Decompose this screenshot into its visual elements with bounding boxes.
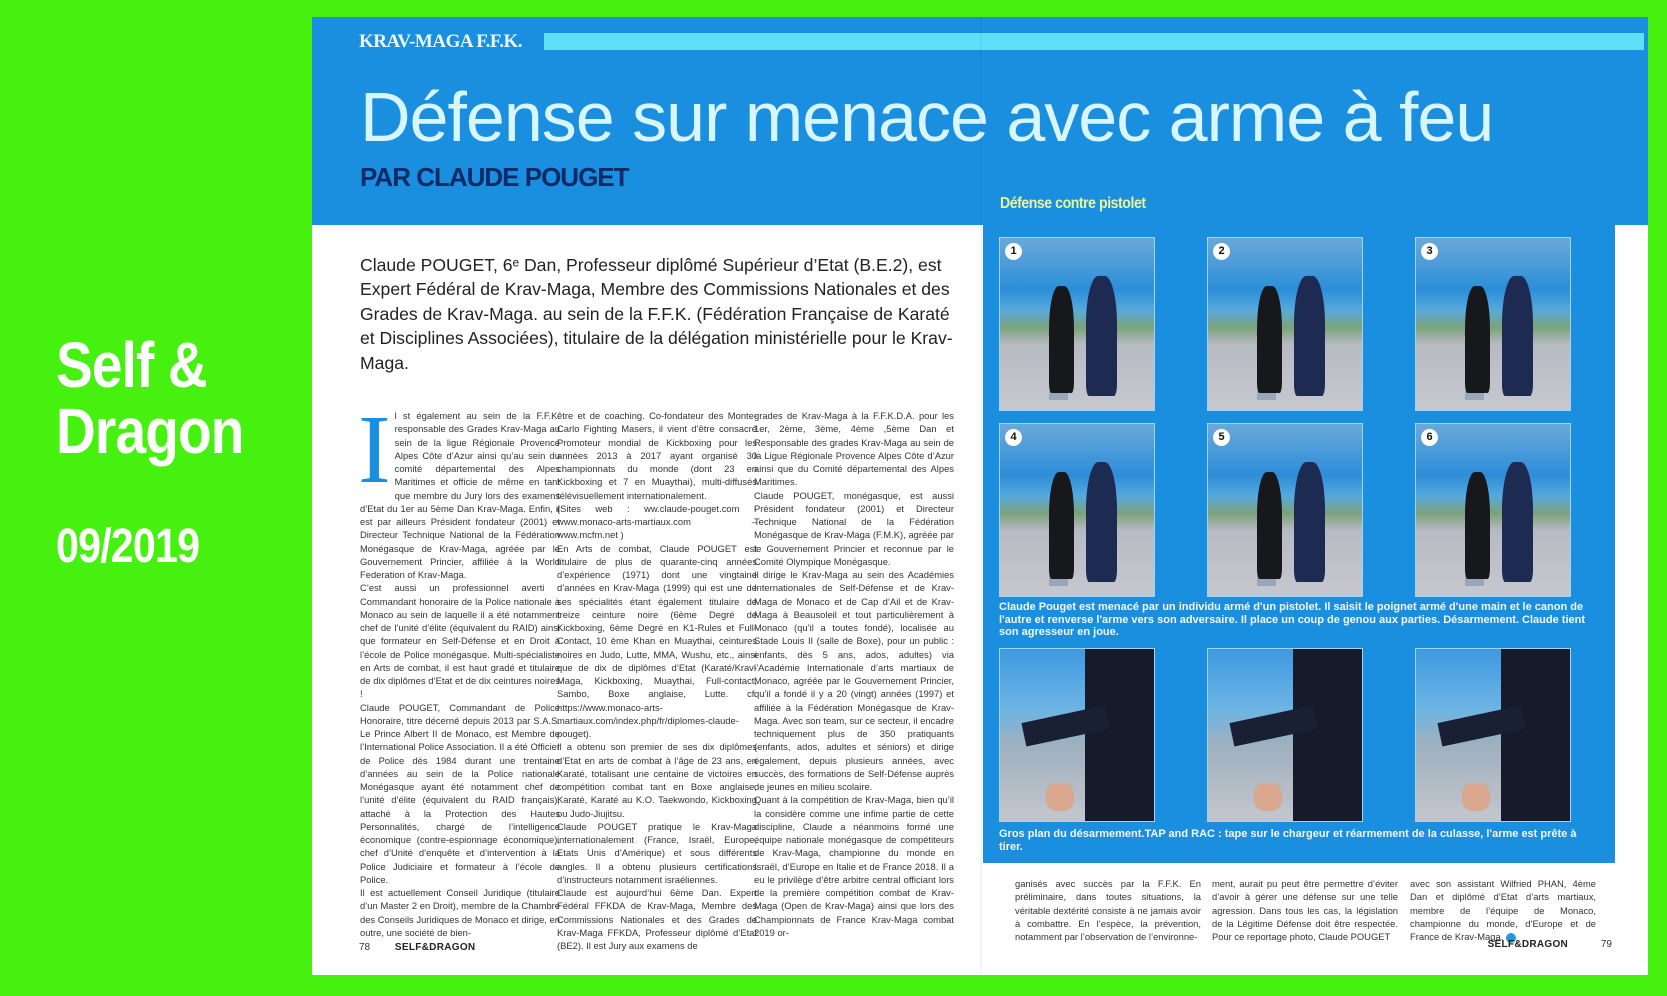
hand: [1462, 783, 1490, 811]
step-photo: [1207, 423, 1363, 597]
figure-defender: [1086, 462, 1117, 582]
closeup-photo: [999, 648, 1155, 822]
step-number-badge: 3: [1421, 243, 1438, 260]
step-photo: [1415, 237, 1571, 411]
closeup-photo: [1415, 648, 1571, 822]
magazine-name-line2: Dragon: [56, 395, 244, 467]
step-number-badge: 4: [1005, 429, 1022, 446]
suit-figure: [1293, 649, 1362, 821]
paragraph: être et de coaching. Co-fondateur des Monte-Carlo Fighting Masers, il vient d’être consacré Promoteur mondial de Kickboxing pour les années 2013 à 2017 ayant organisé 30 championnats du monde (dont 23 en Kickboxing et 7 en Muaythai), multi-diffusés télévisuellement internationalement.: [557, 410, 757, 501]
figure-defender: [1294, 276, 1325, 396]
suit-figure: [1501, 649, 1570, 821]
step-number-badge: 5: [1213, 429, 1230, 446]
drop-cap: I: [358, 396, 391, 504]
figure-aggressor: [1465, 472, 1490, 579]
figure-aggressor: [1049, 286, 1074, 393]
left-page-footer: [359, 942, 475, 953]
step-photo: [1415, 423, 1571, 597]
page-gutter: [980, 17, 982, 975]
article-byline: PAR CLAUDE POUGET: [360, 162, 629, 192]
text-column-1: [358, 396, 560, 939]
photo-panel: [983, 195, 1615, 863]
right-text-column-2: ment, aurait pu peut être permettre d’éviter d’avoir à gérer une défense sur une telle agression. Dans tous les cas, la législation de la Légitime Défense doit être respectée. Pour ce reportage photo, Claude POUGET: [1212, 878, 1398, 942]
photo-caption-sequence: Claude Pouget est menacé par un individu armé d'un pistolet. Il saisit le poignet armé d'une main et le canon de l'autre et renverse l'arme vers son adversaire. Il place un coup de genou aux parties. Désarmement. Claude tient son agresseur en joue.: [999, 601, 1586, 638]
right-page-footer: [1488, 939, 1612, 950]
paragraph: (Sites web : ww.claude-pouget.com - www.monaco-arts-martiaux.com – www.mcfm.net ): [557, 502, 757, 541]
footer-brand: SELF&DRAGON: [1487, 939, 1569, 950]
figure-defender: [1502, 462, 1533, 582]
text-column-3: [754, 409, 954, 939]
kicker-bar: [544, 33, 1644, 50]
paragraph: Il a obtenu son premier de ses dix diplômes d’Etat en arts de combat à l’âge de 23 ans, en Karaté, totalisant une centaine de victoires en compétition combat tant en Boxe anglaise, Karaté, Karaté au K.O. Taekwondo, Kickboxing ou Judo-Jiujitsu.: [557, 741, 757, 819]
step-number-badge: 1: [1005, 243, 1022, 260]
article-intro: Claude POUGET, 6ᵉ Dan, Professeur diplômé Supérieur d’Etat (B.E.2), est Expert Fédéral de Krav-Maga, Membre des Commissions Nationales et des Grades de Krav-Maga. au sein de la F.F.K. (Fédération Française de Karaté et Disciplines Associées), titulaire de la délégation ministérielle pour le Krav-Maga.: [360, 255, 953, 373]
step-photo: [999, 237, 1155, 411]
magazine-issue-label: [56, 329, 274, 573]
paragraph: Quant à la compétition de Krav-Maga, bien qu’il la considère comme une infime partie de cette discipline, Claude a néanmoins formé une équipe nationale monégasque de compétiteurs de Krav-Maga, championne du monde en Israël, d’Europe en Italie et de France 2018. Il a eu le privilège d’être arbitre central officiant lors de la première compétition combat de Krav-Maga (Open de Krav-Maga) ainsi que lors des Championnats de France Krav-Maga combat 2019 or-: [754, 794, 954, 938]
article-title: Défense sur menace avec arme à feu: [360, 78, 1494, 156]
text-column-2: [557, 409, 757, 952]
paragraph: Claude POUGET, Commandant de Police Honoraire, titre décerné depuis 2013 par S.A.S. Le Prince Albert II de Monaco, est Membre de l’International Police Association. Il a été Officier de Police dès 1984 durant une trentaine d’années au sein de la Police nationale Monégasque ayant été notamment chef de l’unité d’élite (équivalent du RAID français), attaché à la Protection des Hautes Personnalités, chargé de l’intelligence économique (contre-espionnage économique), chef d’Unité d’enquête et d’intervention à la Police Judiciaire et formateur à l’école de Police.: [360, 701, 560, 885]
photo-panel-heading: Défense contre pistolet: [1000, 195, 1146, 212]
figure-defender: [1086, 276, 1117, 396]
paragraph: Claude POUGET, monégasque, est aussi Président fondateur (2001) et Directeur Technique National de la Fédération Monégasque de Krav-Maga (F.M.K), agréée par le Gouvernement Princier et reconnue par le Comité Olympique Monégasque.: [754, 489, 954, 567]
paragraph: C’est aussi un professionnel averti : Commandant honoraire de la Police nationale à Monaco au sein de laquelle il a été notamment chef de l’unité d’élite (équivalent du RAID) ainsi que formateur en Self-Défense et en Droit à l’école de Police monégasque. Multi-spécialiste en Arts de combat, il est haut gradé et titulaire de dix diplômes d’Etat et de dix ceintures noires !: [360, 582, 560, 700]
figure-aggressor: [1465, 286, 1490, 393]
paragraph: Claude POUGET pratique le Krav-Maga internationalement (France, Israël, Europe, Etats Unis d’Amérique) et sous différents angles. Il a obtenu plusieurs certifications d’instructeurs notamment israéliennes.: [557, 820, 757, 885]
figure-aggressor: [1049, 472, 1074, 579]
paragraph: Claude est aujourd’hui 6ème Dan. Expert Fédéral FFKDA de Krav-Maga, Membre des Commissions Nationales et des Grades de Krav-Maga FFKDA, Professeur diplômé d’Etat (BE2). Il est Jury aux examens de: [557, 887, 757, 951]
figure-aggressor: [1257, 286, 1282, 393]
paragraph: Il est actuellement Conseil Juridique (titulaire d’un Master 2 en Droit), membre de la Chambre des Conseils Juridiques de Monaco et dirige, en outre, une société de bien-: [360, 887, 560, 938]
paragraph: Il dirige le Krav-Maga au sein des Académies Internationales de Self-Défense et de Krav-Maga de Monaco et de Cap d’Ail et de Krav-Maga à Beausoleil et tout particulièrement à Monaco (qu’il a toutes fondé), localisée au Stade Louis II (salle de Boxe), pour un public : enfants, dès 5 ans, ados, adultes) via l’Académie Internationale d’arts martiaux de Monaco, agréée par le Gouvernement Princier, qu’il a fondé il y a 20 (vingt) années (1997) et affiliée à la Fédération Monégasque de Krav-Maga. Avec son team, sur ce secteur, il encadre techniquement plus de 350 pratiquants (enfants, ados, adultes et séniors) et dirige également, depuis plusieurs années, avec succès, des formations de Self-Défense auprès de jeunes en milieu scolaire.: [754, 569, 954, 792]
hand: [1046, 783, 1074, 811]
step-photo: [999, 423, 1155, 597]
page-number: 78: [359, 942, 371, 953]
step-photo: [1207, 237, 1363, 411]
suit-figure: [1085, 649, 1154, 821]
right-text-column-1: ganisés avec succès par la F.F.K. En préliminaire, dans toutes situations, la véritable dextérité consiste à ne jamais avoir à combattre. En l’espèce, la prévention, notamment par l’observation de l’environne-: [1015, 878, 1201, 942]
paragraph: l st également au sein de la F.F.K. responsable des Grades Krav-Maga au sein de la ligue Régionale Provence Alpes Côte d’Azur ainsi qu’au sein du comité départemental des Alpes Maritimes et officie de même en tant que membre du Jury lors des examens d’Etat du 1er au 5ème Dan Krav-Maga. Enfin, il est par ailleurs Président fondateur (2001) et Directeur Technique National de la Fédération Monégasque de Krav-Maga, agréée par le Gouvernement Princier, affiliée à la World Federation of Krav-Maga.: [360, 410, 560, 580]
magazine-name-line1: Self &: [56, 329, 207, 401]
hand: [1254, 783, 1282, 811]
footer-brand: SELF&DRAGON: [394, 942, 476, 953]
paragraph: avec son assistant Wilfried PHAN, 4ème Dan et diplômé d’Etat d’arts martiaux, membre de l’équipe de Monaco, championne du monde, d’Europe et de France de Krav-Maga.: [1410, 878, 1596, 942]
right-text-column-3: [1410, 877, 1596, 943]
paragraph: grades de Krav-Maga à la F.F.K.D.A. pour les 1er, 2ème, 3ème, 4ème ,5ème Dan et Responsable des grades Krav-Maga au sein de la Ligue Régionale Provence Alpes Côte d’Azur ainsi que du Comité départemental des Alpes Maritimes.: [754, 410, 954, 488]
issue-date: 09/2019: [56, 520, 200, 573]
magazine-spread: [312, 17, 1648, 975]
step-number-badge: 6: [1421, 429, 1438, 446]
paragraph: En Arts de combat, Claude POUGET est titulaire de plus de quarante-cinq années d’expérience (1971) dont une vingtaine d’années en Krav-Maga (1999) qui est une de ses spécialités étant également titulaire de treize ceinture noire (6ème Degré de Kickboxing, 6ème Degré en K1-Rules et Full-Contact, 10 ème Khan en Muaythai, ceintures noires en Judo, Lutte, MMA, Wushu, etc., ainsi que de dix de diplômes d’Etat (Karaté/Krav-Maga, Kickboxing, Muaythai, Full-contact, Sambo, Boxe anglaise, Lutte. cf. https://www.monaco-arts-martiaux.com/index.php/fr/diplomes-claude-pouget).: [557, 542, 757, 739]
figure-aggressor: [1257, 472, 1282, 579]
page-number: 79: [1600, 939, 1612, 950]
section-kicker: KRAV-MAGA F.F.K.: [359, 31, 523, 52]
step-number-badge: 2: [1213, 243, 1230, 260]
closeup-photo: [1207, 648, 1363, 822]
photo-caption-closeup: Gros plan du désarmement.TAP and RAC : tape sur le chargeur et réarmement de la culasse, l'arme est prête à tirer.: [999, 828, 1577, 853]
figure-defender: [1502, 276, 1533, 396]
figure-defender: [1294, 462, 1325, 582]
